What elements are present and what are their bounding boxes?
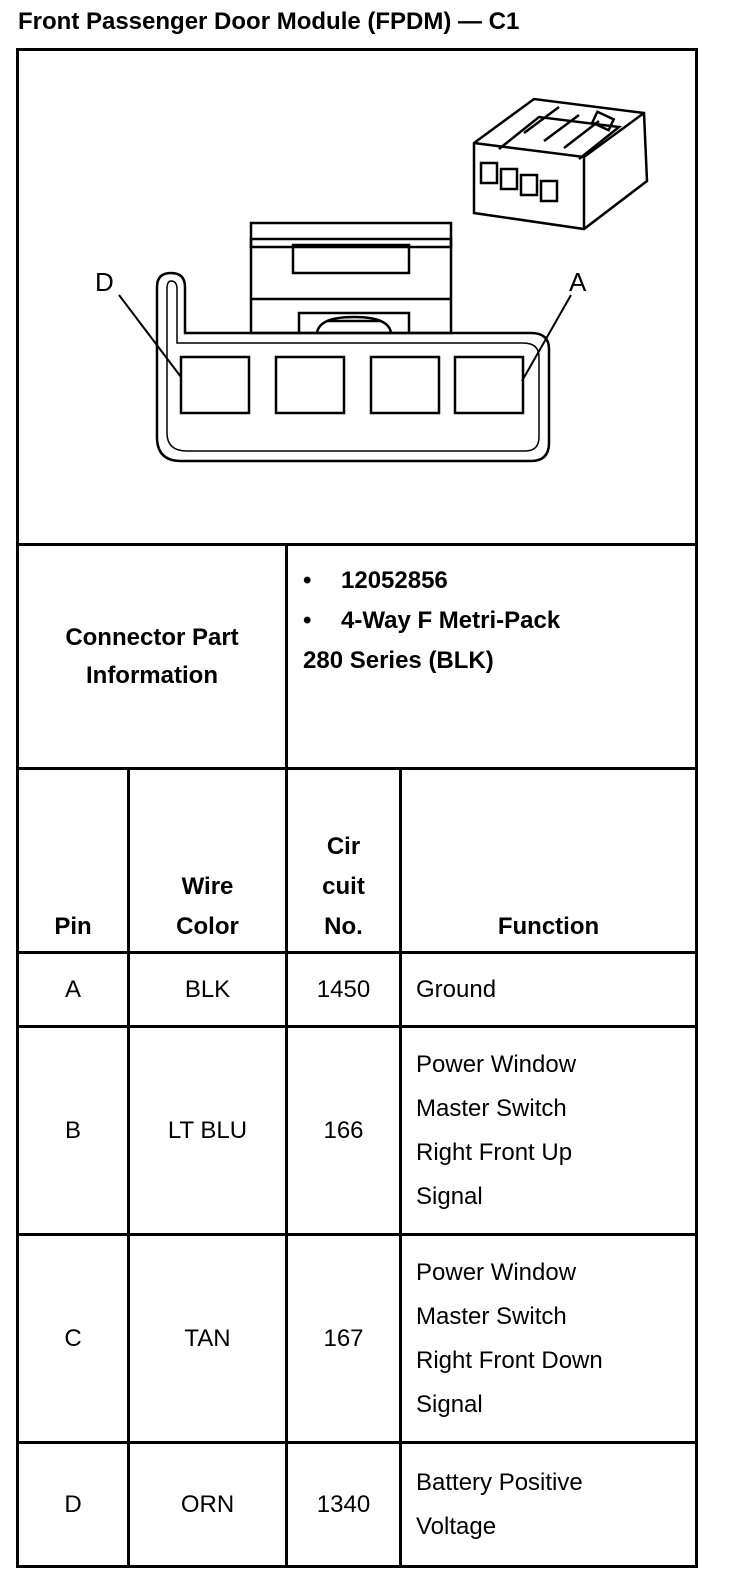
row-d-pin: D — [64, 1490, 82, 1518]
row-a-function: Ground — [416, 975, 497, 1003]
connector-info-label: Connector Part Information — [65, 623, 239, 689]
row-d-wire-color: ORN — [180, 1490, 235, 1518]
row-b-function: Power Window Master Switch Right Front Up Signal — [416, 1050, 577, 1210]
row-c-wire-color: TAN — [184, 1324, 231, 1352]
row-d-function: Battery Positive Voltage — [416, 1468, 583, 1540]
row-a-wire-color: BLK — [184, 975, 231, 1003]
header-circuit: Cir cuit No. — [322, 833, 365, 940]
row-d-circuit: 1340 — [316, 1490, 371, 1518]
row-b-wire-color: LT BLU — [167, 1116, 248, 1144]
connector-type: • 4-Way F Metri-Pack — [303, 607, 561, 634]
part-number: • 12052856 — [303, 567, 448, 594]
connector-series: 280 Series (BLK) — [303, 647, 494, 674]
row-c-circuit: 167 — [323, 1324, 364, 1352]
row-a-circuit: 1450 — [316, 975, 371, 1003]
header-pin: Pin — [54, 913, 92, 940]
pin-label-d: D — [95, 267, 114, 297]
connector-face — [119, 223, 571, 461]
connector-info-values — [303, 561, 693, 681]
pin-label-a: A — [569, 267, 587, 297]
row-b-circuit: 166 — [323, 1116, 364, 1144]
row-a-pin: A — [64, 975, 81, 1003]
row-b-pin: B — [64, 1116, 81, 1144]
row-c-function: Power Window Master Switch Right Front Down Signal — [416, 1258, 603, 1418]
header-wire-color: Wire Color — [176, 873, 239, 940]
connector-3d-icon — [474, 99, 647, 229]
row-c-pin: C — [64, 1324, 82, 1352]
header-function: Function — [497, 913, 600, 940]
connector-diagram — [19, 51, 695, 543]
connector-frame — [16, 48, 698, 1568]
page-title: Front Passenger Door Module (FPDM) — C1 — [18, 8, 520, 35]
